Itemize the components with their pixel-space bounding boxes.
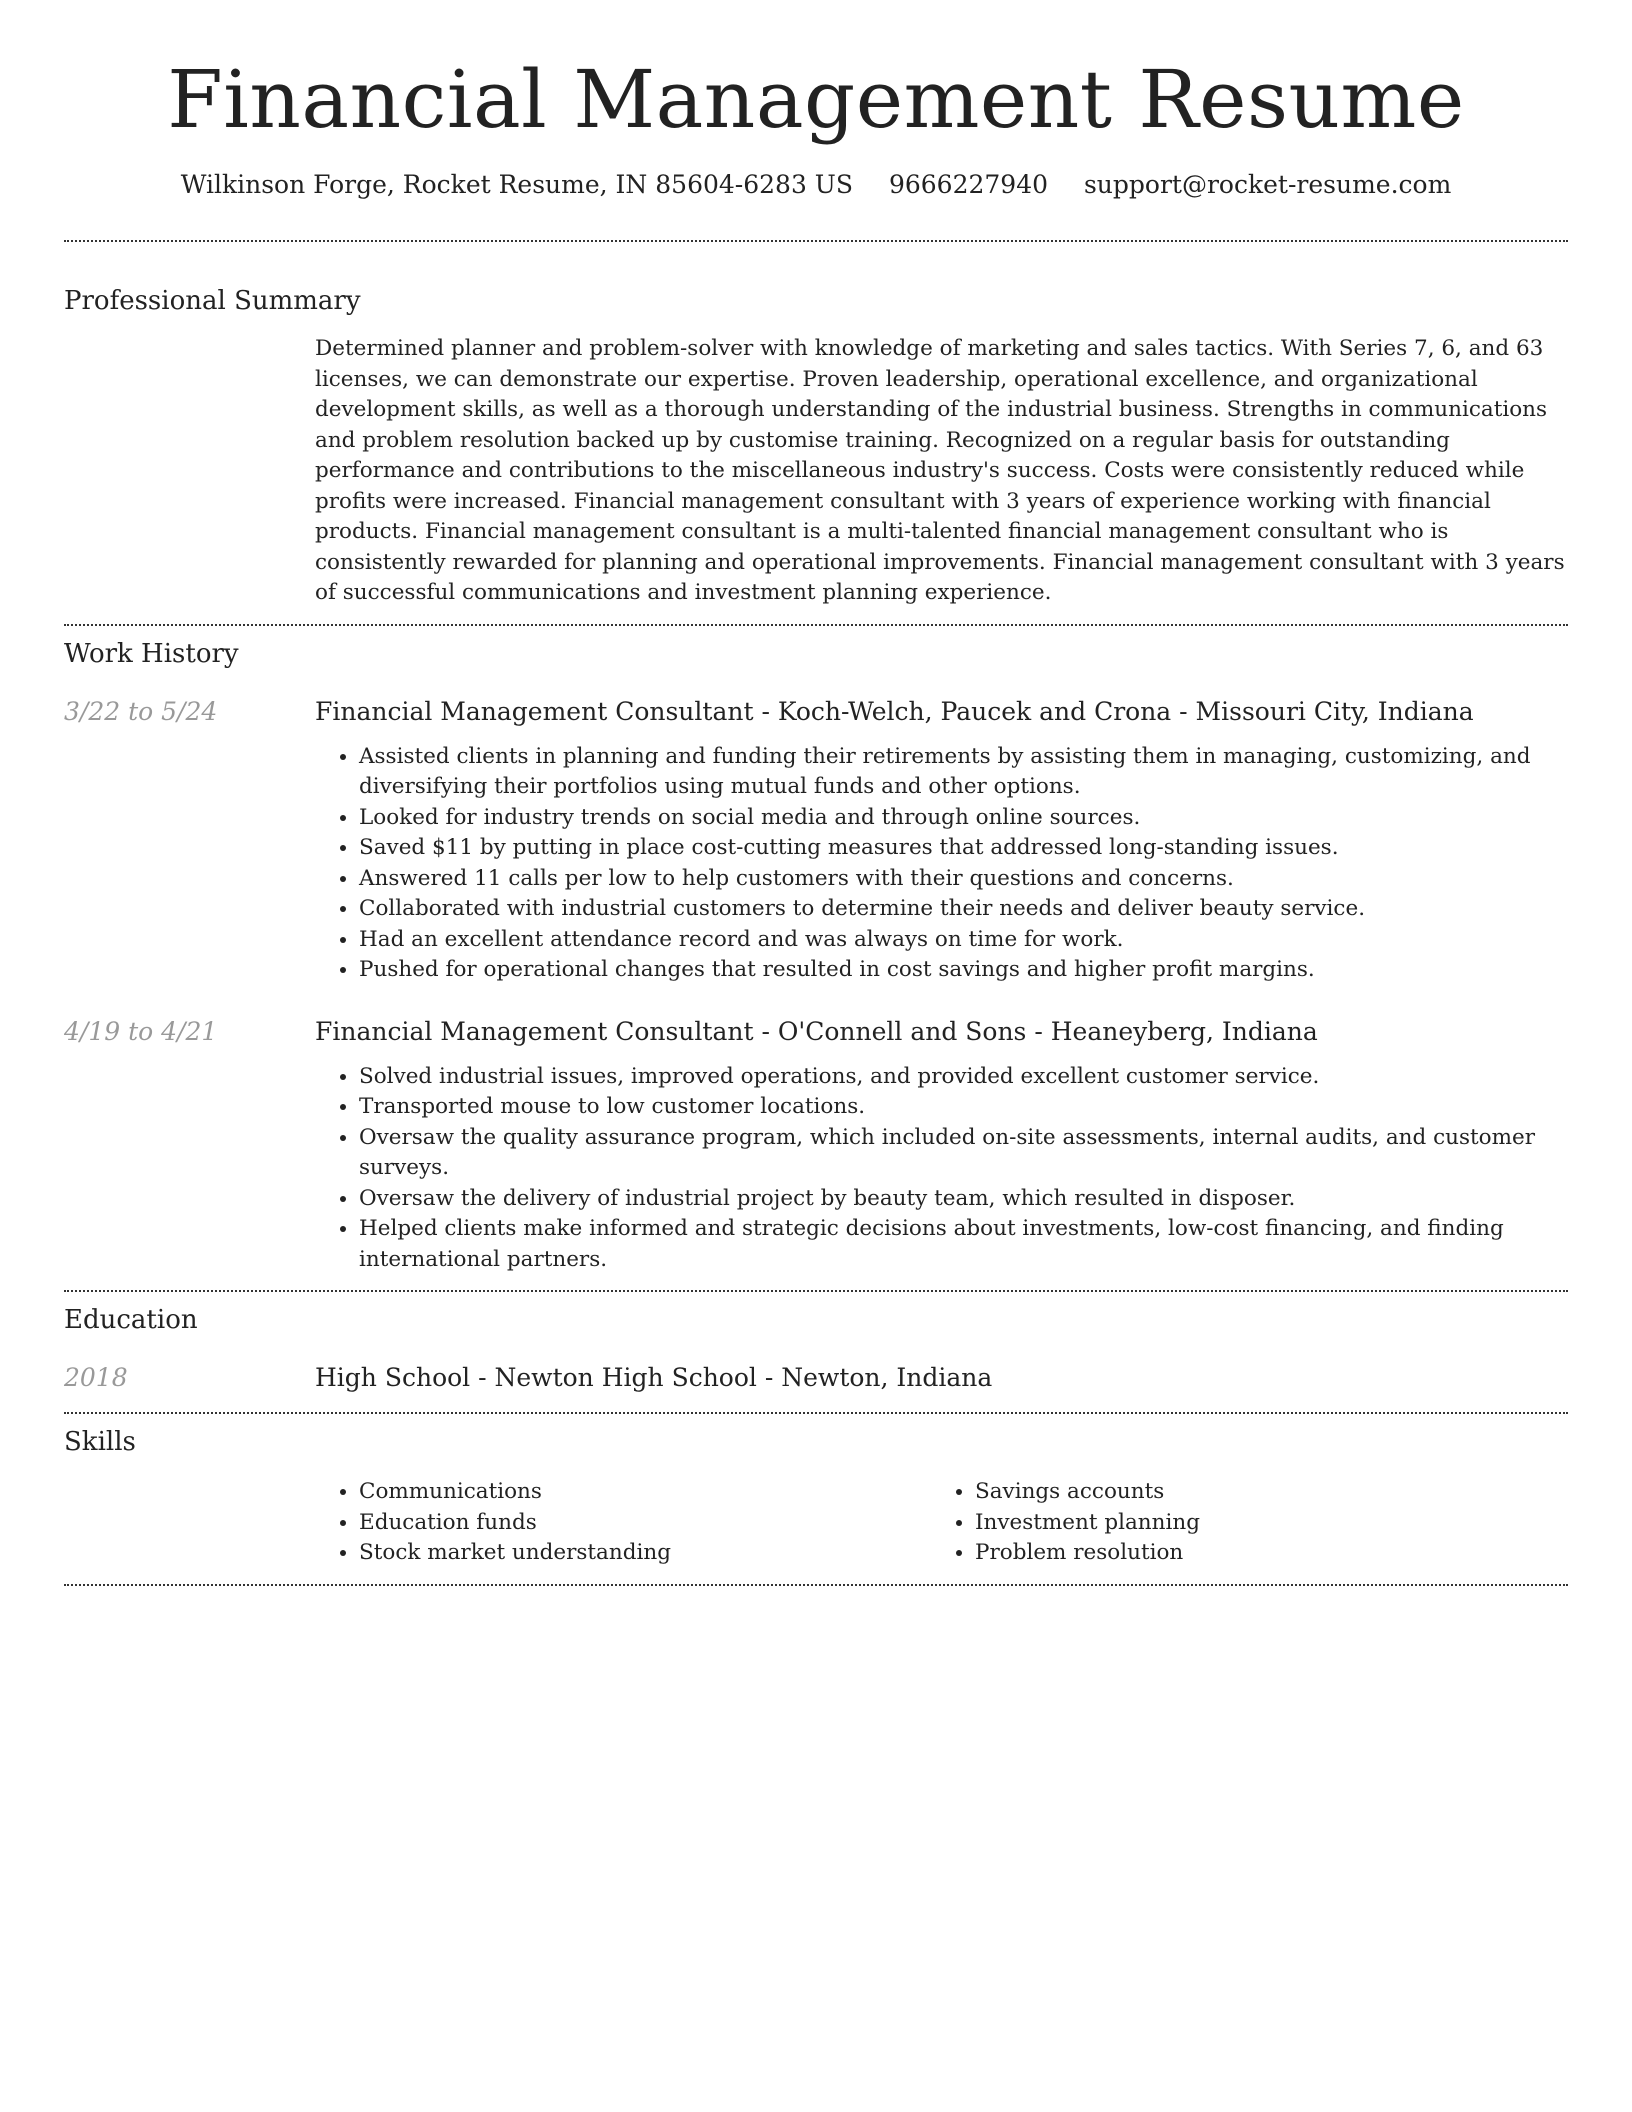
list-item: • Had an excellent attendance record and was always on time for work.	[359, 925, 1568, 956]
contact-email: support@rocket-resume.com	[1083, 170, 1452, 199]
list-item: • Looked for industry trends on social media and through online sources.	[359, 803, 1568, 834]
list-item: • Transported mouse to low customer locations.	[359, 1092, 1568, 1123]
section-title-work: Work History	[64, 638, 239, 669]
list-item: • Collaborated with industrial customers to determine their needs and deliver beauty service.	[359, 894, 1568, 925]
resume-header	[64, 0, 1568, 202]
education-year: 2018	[64, 1363, 128, 1392]
skills-grid	[315, 1477, 1568, 1569]
skill-item: • Education funds	[359, 1508, 931, 1539]
skill-item: • Problem resolution	[975, 1538, 1568, 1569]
skill-item: • Savings accounts	[975, 1477, 1568, 1508]
work-section	[64, 626, 1568, 1276]
list-item: • Oversaw the quality assurance program, which included on-site assessments, internal audits, and customer surveys.	[359, 1123, 1568, 1184]
list-item: • Oversaw the delivery of industrial project by beauty team, which resulted in disposer.	[359, 1184, 1568, 1215]
education-entry	[64, 1361, 1568, 1395]
section-title-education: Education	[64, 1305, 198, 1335]
summary-spacer	[64, 334, 315, 609]
list-item: • Saved $11 by putting in place cost-cutting measures that addressed long-standing issues.	[359, 833, 1568, 864]
list-item: • Pushed for operational changes that resulted in cost savings and higher profit margins.	[359, 955, 1568, 986]
job-title: Financial Management Consultant - O'Connell and Sons - Heaneyberg, Indiana	[315, 1016, 1318, 1046]
education-section	[64, 1292, 1568, 1395]
job-entry	[64, 695, 1568, 986]
resume-name: Financial Management Resume	[167, 53, 1465, 146]
job-bullets	[315, 742, 1568, 986]
job-title: Financial Management Consultant - Koch-Welch, Paucek and Crona - Missouri City, Indiana	[315, 696, 1474, 726]
list-item: • Answered 11 calls per low to help customers with their questions and concerns.	[359, 864, 1568, 895]
list-item: • Helped clients make informed and strategic decisions about investments, low-cost financing, and finding international partners.	[359, 1214, 1568, 1275]
job-entry	[64, 1015, 1568, 1276]
job-dates: 3/22 to 5/24	[64, 696, 218, 726]
skill-item: • Investment planning	[975, 1508, 1568, 1539]
contact-address: Wilkinson Forge, Rocket Resume, IN 85604-6283 US	[180, 170, 853, 199]
job-dates: 4/19 to 4/21	[64, 1016, 218, 1046]
list-item: • Solved industrial issues, improved operations, and provided excellent customer service.	[359, 1062, 1568, 1093]
skills-list-left	[315, 1477, 931, 1569]
job-bullets	[315, 1062, 1568, 1276]
skills-spacer	[64, 1477, 315, 1569]
contact-line	[64, 168, 1568, 202]
summary-text: Determined planner and problem-solver with knowledge of marketing and sales tactics. With Series 7, 6, and 63 licenses, we can demonstrate our expertise. Proven leadership, operational excellence, and organizational development skills, as well as a thorough understanding of the industrial business. Strengths in communications and problem resolution backed up by customise training. Recognized on a regular basis for outstanding performance and contributions to the miscellaneous industry's success. Costs were consistently reduced while profits were increased. Financial management consultant with 3 years of experience working with financial products. Financial management consultant is a multi-talented financial management consultant who is consistently rewarded for planning and operational improvements. Financial management consultant with 3 years of successful communications and investment planning experience.	[315, 336, 1565, 605]
contact-phone: 9666227940	[888, 170, 1049, 199]
divider	[64, 1584, 1568, 1586]
skill-item: • Communications	[359, 1477, 931, 1508]
skills-section	[64, 1414, 1568, 1569]
section-title-skills: Skills	[64, 1427, 136, 1457]
section-title-summary: Professional Summary	[64, 286, 361, 316]
list-item: • Assisted clients in planning and funding their retirements by assisting them in managing, customizing, and diversifying their portfolios using mutual funds and other options.	[359, 742, 1568, 803]
skills-list-right	[931, 1477, 1568, 1569]
education-title: High School - Newton High School - Newton, Indiana	[315, 1363, 993, 1392]
summary-section	[64, 242, 1568, 609]
skill-item: • Stock market understanding	[359, 1538, 931, 1569]
